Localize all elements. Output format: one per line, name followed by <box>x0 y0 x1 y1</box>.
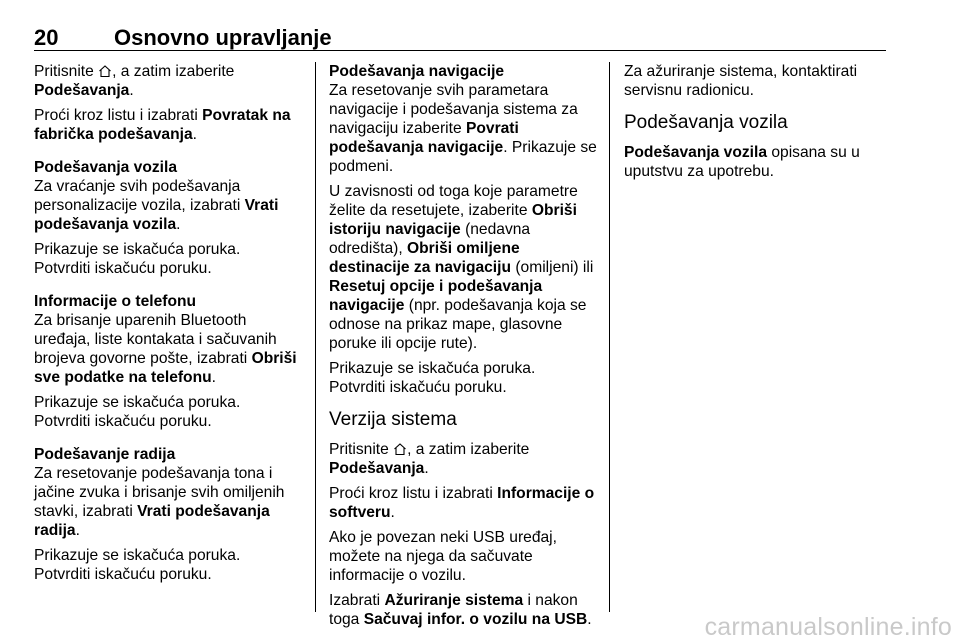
paragraph: Izabrati Ažuriranje sistema i nakon toga Sačuvaj infor. o vozilu na USB. <box>329 592 592 628</box>
paragraph: Podešavanja vozila opisana su u uputstvu za upotrebu. <box>624 144 860 180</box>
paragraph: Pritisnite , a zatim izaberite Podešavanja. <box>329 441 530 477</box>
paragraph: Za resetovanje svih parametara navigacije i podešavanja sistema za navigaciju izaberite Povrati podešavanja navigacije. Prikazuje se podmeni. <box>329 82 597 175</box>
paragraph: Za resetovanje podešavanja tona i jačine zvuka i brisanje svih omiljenih stavki, izabrati Vrati podešavanja radija. <box>34 465 285 539</box>
column-2 <box>329 62 597 635</box>
column-divider <box>609 62 610 612</box>
page-header <box>34 10 886 51</box>
section-title: Podešavanja navigacije <box>329 63 505 80</box>
paragraph: Prikazuje se iskačuća poruka. Potvrditi iskačuću poruku. <box>329 360 536 396</box>
paragraph: U zavisnosti od toga koje parametre želite da resetujete, izaberite Obriši istoriju navigacije (nedavna odredišta), Obriši omiljene destinacije za navigaciju (omiljeni) ili Resetuj opcije i podešavanja navigacije (npr. podešavanja koja se odnose na prikaz mape, glasovne poruke ili opcije rute). <box>329 183 594 352</box>
column-3 <box>624 62 886 187</box>
page-number: 20 <box>34 25 59 50</box>
section-heading: Verzija sistema <box>329 409 457 430</box>
column-divider <box>315 62 316 612</box>
section-title: Podešavanje radija <box>34 446 176 463</box>
paragraph: Proći kroz listu i izabrati Informacije o softveru. <box>329 485 595 521</box>
paragraph: Za vraćanje svih podešavanja personalizacije vozila, izabrati Vrati podešavanja vozila. <box>34 178 279 233</box>
section-heading: Podešavanja vozila <box>624 112 788 133</box>
paragraph: Za ažuriranje sistema, kontaktirati servisnu radionicu. <box>624 63 858 99</box>
paragraph: Za brisanje uparenih Bluetooth uređaja, liste kontakata i sačuvanih brojeva govorne pošte, izabrati Obriši sve podatke na telefonu. <box>34 312 297 386</box>
section-title: Informacije o telefonu <box>34 293 197 310</box>
paragraph: Proći kroz listu i izabrati Povratak na fabrička podešavanja. <box>34 107 291 143</box>
page-title: Osnovno upravljanje <box>114 25 332 50</box>
paragraph: Pritisnite , a zatim izaberite Podešavanja. <box>34 63 235 99</box>
paragraph: Prikazuje se iskačuća poruka. Potvrditi iskačuću poruku. <box>34 241 241 277</box>
paragraph: Prikazuje se iskačuća poruka. Potvrditi iskačuću poruku. <box>34 394 241 430</box>
watermark: carmanualsonline.info <box>704 613 952 641</box>
column-1 <box>34 62 302 590</box>
section-title: Podešavanja vozila <box>34 159 178 176</box>
home-icon <box>393 442 407 456</box>
paragraph: Prikazuje se iskačuća poruka. Potvrditi iskačuću poruku. <box>34 547 241 583</box>
home-icon <box>98 64 112 78</box>
paragraph: Ako je povezan neki USB uređaj, možete na njega da sačuvate informacije o vozilu. <box>329 529 557 584</box>
